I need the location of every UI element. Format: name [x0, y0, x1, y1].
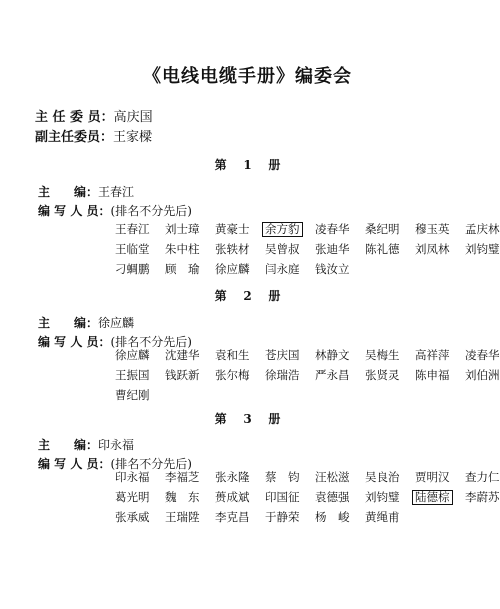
writer-name: 杨 峻: [315, 510, 350, 524]
writer-name: 顾 瑜: [165, 262, 200, 276]
writer-name: 葛光明: [115, 490, 150, 504]
writer-name: 凌春华: [315, 222, 350, 236]
writer-name: 魏 东: [165, 490, 200, 504]
writer-name: 张迪华: [315, 242, 350, 256]
writer-name: 印国征: [265, 490, 300, 504]
writer-name: 刘伯洲: [465, 368, 500, 382]
writer-name: 李蔚苏: [465, 490, 500, 504]
writer-name: 刘钧璧: [365, 490, 400, 504]
writer-name: 曹纪刚: [115, 388, 150, 402]
writer-name: [265, 222, 315, 237]
writer-name: 于静荣: [265, 510, 300, 524]
page-title: 《电线电缆手册》编委会: [143, 66, 352, 87]
volume-2-writers-line: 编 写 人 员：(排名不分先后): [38, 335, 192, 349]
writer-name: 吴曾叔: [265, 242, 300, 256]
volume-1-writers-line: 编 写 人 员：(排名不分先后): [38, 204, 192, 218]
volume-1-writers: [115, 222, 500, 277]
vice-director-name: 王家樑: [113, 130, 153, 145]
writer-name: 印永福: [115, 470, 150, 484]
writer-name: 王瑞陞: [165, 510, 200, 524]
writer-name: 张永隆: [215, 470, 250, 484]
volume-3-editor-line: 主 编：印永福: [38, 438, 135, 452]
writer-name: 张尔梅: [215, 368, 250, 382]
writer-name: 穆玉英: [415, 222, 450, 236]
volume-1-heading: 第 1 册: [214, 158, 281, 172]
writer-name: 林静文: [315, 348, 350, 362]
writer-name: 徐应麟: [215, 262, 250, 276]
writer-name: 孟庆林: [465, 222, 500, 236]
director-line: [35, 106, 153, 125]
writer-name: 陈礼德: [365, 242, 400, 256]
writer-name: 袁德强: [315, 490, 350, 504]
writer-name: 钱汝立: [315, 262, 350, 276]
writer-name: 黄绳甫: [365, 510, 400, 524]
writer-name: 吴良治: [365, 470, 400, 484]
writer-name: 蔡 钧: [265, 470, 300, 484]
writer-name: 桑纪明: [365, 222, 400, 236]
writer-name: [415, 490, 465, 505]
writer-name: 凌春华: [465, 348, 500, 362]
director-label: 主 任 委 员：: [35, 110, 114, 125]
volume-3-writers-line: 编 写 人 员：(排名不分先后): [38, 457, 192, 471]
writer-name: 贾明汉: [415, 470, 450, 484]
writer-name: 王临堂: [115, 242, 150, 256]
boxed-name: 余方豹: [262, 222, 303, 237]
writer-name: 张轶材: [215, 242, 250, 256]
writer-name: 沈建华: [165, 348, 200, 362]
writer-name: 黄豪士: [215, 222, 250, 236]
writer-name: 闫永庭: [265, 262, 300, 276]
volume-2-editor-line: 主 编：徐应麟: [38, 316, 135, 330]
writer-name: 刁蜩鹏: [115, 262, 150, 276]
writer-name: 刘钧璧: [465, 242, 500, 256]
writer-name: 蒉成斌: [215, 490, 250, 504]
vice-director-line: [35, 126, 152, 145]
writer-name: 张贤灵: [365, 368, 400, 382]
writer-name: 吴梅生: [365, 348, 400, 362]
volume-1-editor: 王春江: [98, 185, 135, 199]
writer-name: 刘凤林: [415, 242, 450, 256]
writer-name: 徐瑞浩: [265, 368, 300, 382]
volume-2-heading: 第 2 册: [214, 289, 281, 303]
writer-name: 朱中柱: [165, 242, 200, 256]
writer-name: 高祥萍: [415, 348, 450, 362]
volume-2-writers: [115, 348, 500, 403]
writer-name: 苍庆国: [265, 348, 300, 362]
writer-name: 袁和生: [215, 348, 250, 362]
writer-name: 李福芝: [165, 470, 200, 484]
writer-name: 王振国: [115, 368, 150, 382]
writer-name: 刘士璋: [165, 222, 200, 236]
volume-3-heading: 第 3 册: [214, 412, 281, 426]
volume-2-editor: 徐应麟: [98, 316, 135, 330]
volume-3-writers: [115, 470, 500, 525]
writer-name: 陈申福: [415, 368, 450, 382]
writer-name: 严永昌: [315, 368, 350, 382]
writer-name: 查力仁: [465, 470, 500, 484]
writer-name: 钱跃新: [165, 368, 200, 382]
writer-name: 徐应麟: [115, 348, 150, 362]
volume-3-editor: 印永福: [98, 438, 135, 452]
boxed-name: 陆德棕: [412, 490, 453, 505]
vice-director-label: 副主任委员：: [35, 130, 114, 145]
director-name: 高庆国: [113, 110, 153, 125]
writer-name: 王春江: [115, 222, 150, 236]
writer-name: 张承威: [115, 510, 150, 524]
writer-name: 汪松滋: [315, 470, 350, 484]
volume-1-editor-line: 主 编：王春江: [38, 185, 135, 199]
writer-name: 李克昌: [215, 510, 250, 524]
